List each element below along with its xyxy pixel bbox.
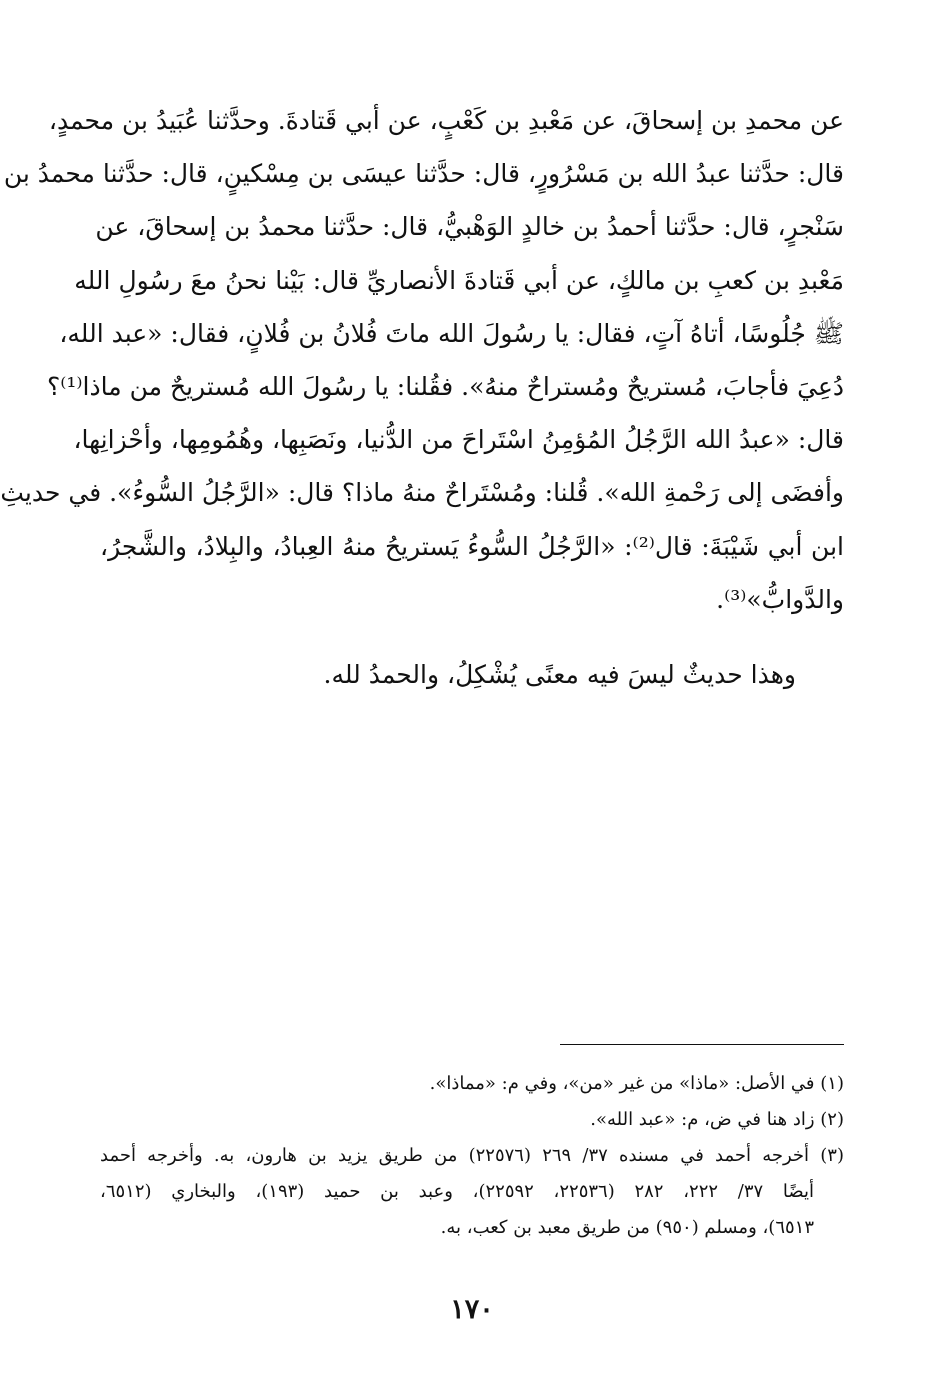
body-text-line: دُعِيَ فأجابَ، مُستريحٌ ومُستراحٌ منهُ». فقُلنا: يا رسُولَ الله مُستريحٌ من ماذا⁽¹⁾؟ <box>46 371 844 401</box>
body-text-line: قال: حدَّثنا عبدُ الله بن مَسْرُورٍ، قال: حدَّثنا عيسَى بن مِسْكينٍ، قال: حدَّثنا محمدُ بن <box>3 159 844 189</box>
footnote-3-line-2: أيضًا ٣٧/ ٢٢٢، ٢٨٢ (٢٢٥٣٦، ٢٢٥٩٢)، وعبد بن حميد (١٩٣)، والبخاري (٦٥١٢، <box>100 1181 815 1202</box>
body-text-line: قال: «عبدُ الله الرَّجُلُ المُؤمِنُ اسْتَراحَ من الدُّنيا، ونَصَبِها، وهُمُومِها، وأحْزانِها، <box>73 425 844 455</box>
footnote-3-line-3: ٦٥١٣)، ومسلم (٩٥٠) من طريق معبد بن كعب، به. <box>440 1217 814 1238</box>
footnote-separator <box>560 1044 844 1045</box>
footnote-3-line-1: (٣) أخرجه أحمد في مسنده ٣٧/ ٢٦٩ (٢٢٥٧٦) من طريق يزيد بن هارون، به. وأخرجه أحمد <box>100 1145 844 1166</box>
footnotes-block <box>100 1066 844 1246</box>
body-text-line: سَنْجرٍ، قال: حدَّثنا أحمدُ بن خالدٍ الوَهْبيُّ، قال: حدَّثنا محمدُ بن إسحاقَ، عن <box>95 212 844 242</box>
body-text-line: والدَّوابُّ»⁽³⁾. <box>716 584 844 614</box>
page-number: ١٧٠ <box>450 1294 494 1325</box>
body-text-line: عن محمدِ بن إسحاقَ، عن مَعْبدِ بن كَعْبٍ، عن أبي قَتادةَ. وحدَّثنا عُبَيدُ بن محمدٍ، <box>48 106 844 135</box>
closing-remark: وهذا حديثٌ ليسَ فيه معنًى يُشْكِلُ، والحمدُ لله. <box>323 660 796 689</box>
main-text-block <box>0 94 844 626</box>
footnote-1: (١) في الأصل: «ماذا» من غير «من»، وفي م: «مماذا». <box>429 1073 844 1094</box>
body-text-line: ابن أبي شَيْبَةَ: قال⁽²⁾: «الرَّجُلُ السُّوءُ يَستريحُ منهُ العِبادُ، والبِلادُ، والشَّجرُ، <box>100 531 844 561</box>
body-text-line: وأفضَى إلى رَحْمةِ الله». قُلنا: ومُسْتَراحٌ منهُ ماذا؟ قال: «الرَّجُلُ السُّوءُ». في حديثِ <box>0 478 844 508</box>
body-text-line: ﷺ جُلُوسًا، أتاهُ آتٍ، فقال: يا رسُولَ الله ماتَ فُلانُ بن فُلانٍ، فقال: «عبد الله، <box>59 318 844 348</box>
footnote-2: (٢) زاد هنا في ض، م: «عبد الله». <box>590 1109 844 1130</box>
body-text-line: مَعْبدِ بن كعبِ بن مالكٍ، عن أبي قَتادةَ الأنصاريِّ قال: بَيْنا نحنُ معَ رسُولِ الله <box>74 265 844 295</box>
